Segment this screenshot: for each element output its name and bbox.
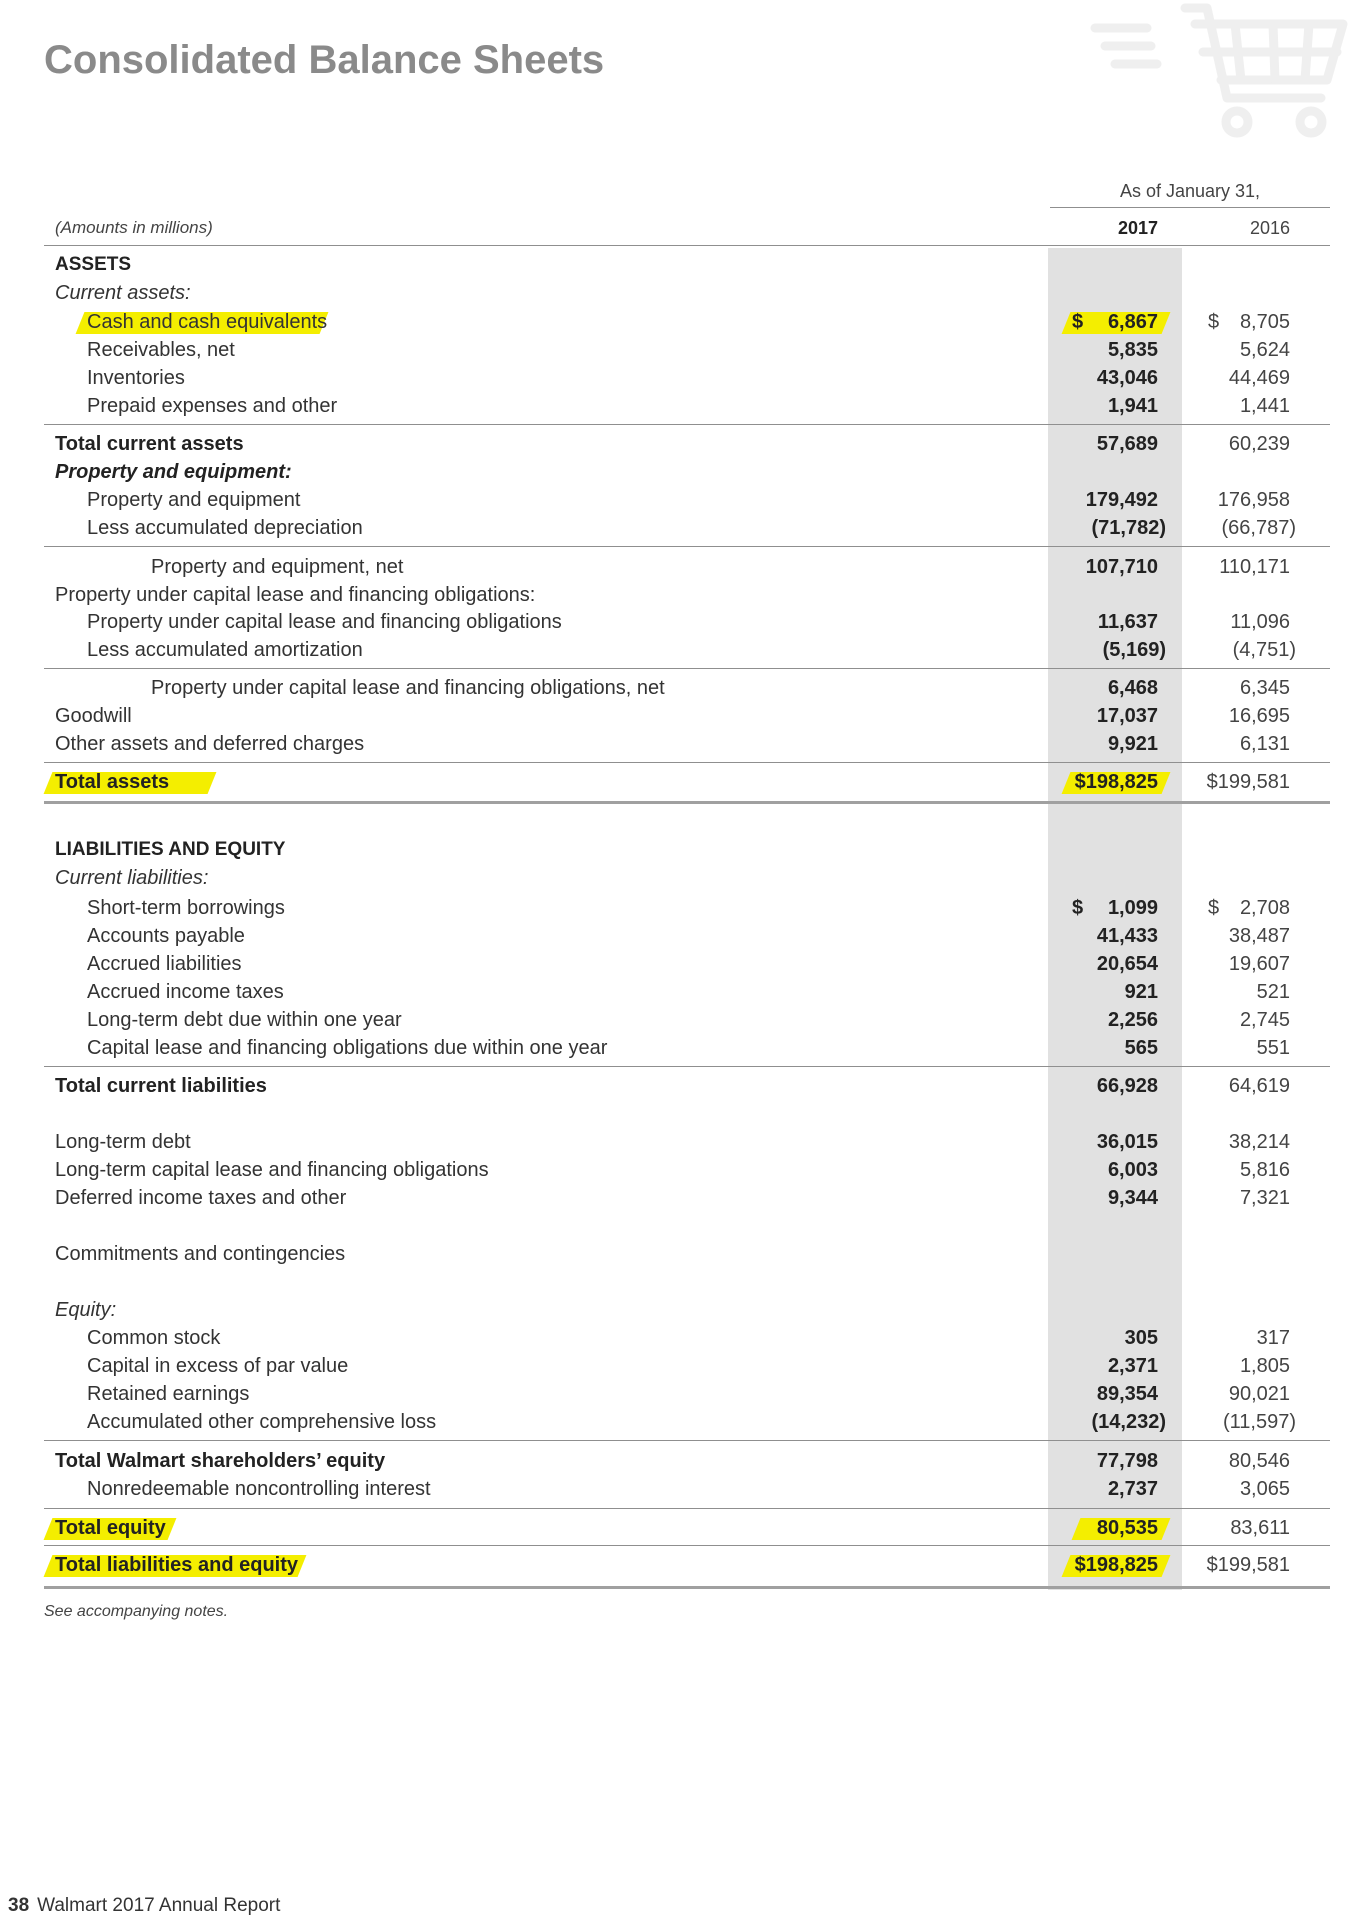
divider [44, 424, 1330, 425]
divider [44, 1586, 1330, 1589]
total-row: Total equity 80,535 83,611 [55, 1517, 1290, 1539]
table-row: Property and equipment, net 107,710 110,171 [151, 556, 1290, 578]
report-name: Walmart 2017 Annual Report [37, 1895, 281, 1916]
table-row: Accounts payable 41,433 38,487 [87, 925, 1290, 947]
table-row: Short-term borrowings $ 1,099 $ 2,708 [87, 897, 1290, 919]
divider [44, 1440, 1330, 1441]
table-row: Commitments and contingencies [55, 1243, 346, 1265]
table-row: Long-term capital lease and financing obligations 6,003 5,816 [55, 1159, 1290, 1181]
total-row: Total current liabilities 66,928 64,619 [55, 1075, 1290, 1097]
total-row: Total current assets 57,689 60,239 [55, 433, 1290, 455]
table-row: Long-term debt due within one year 2,256 2,745 [87, 1009, 1290, 1031]
section-heading-liabilities: LIABILITIES AND EQUITY [55, 839, 286, 860]
table-row: Property under capital lease and financing obligations, net 6,468 6,345 [151, 677, 1290, 699]
page-number: 38 [8, 1895, 30, 1916]
page-footer [8, 1895, 280, 1917]
units-label: (Amounts in millions) [55, 218, 213, 237]
as-of-header: As of January 31, [1119, 181, 1261, 201]
year-2017-header: 2017 [1117, 218, 1158, 238]
table-row: Capital lease and financing obligations due within one year 565 551 [87, 1037, 1290, 1059]
table-row: Accrued liabilities 20,654 19,607 [87, 953, 1290, 975]
table-row: Prepaid expenses and other 1,941 1,441 [87, 395, 1290, 417]
column-header-row [0, 214, 1350, 242]
subheading-current-assets: Current assets: [55, 282, 191, 304]
total-row: Total liabilities and equity $198,825 $199,581 [55, 1554, 1290, 1576]
divider [44, 1066, 1330, 1067]
table-row: Property and equipment 179,492 176,958 [87, 489, 1290, 511]
table-row: Cash and cash equivalents $ 6,867 $ 8,705 [87, 311, 1290, 333]
table-row: Deferred income taxes and other 9,344 7,321 [55, 1187, 1290, 1209]
footnote: See accompanying notes. [44, 1603, 229, 1620]
table-row: Long-term debt 36,015 38,214 [55, 1131, 1290, 1153]
table-row: Accumulated other comprehensive loss (14,232) (11,597) [87, 1411, 1296, 1433]
total-row: Total Walmart shareholders’ equity 77,798 80,546 [55, 1450, 1290, 1472]
table-row: Property under capital lease and financing obligations 11,637 11,096 [87, 611, 1290, 633]
table-row: Less accumulated amortization (5,169) (4,751) [87, 639, 1296, 661]
divider [44, 245, 1330, 246]
table-row: Receivables, net 5,835 5,624 [87, 339, 1290, 361]
table-row: Property under capital lease and financing obligations: [55, 584, 536, 606]
divider [44, 546, 1330, 547]
shopping-cart-icon [1085, 0, 1350, 140]
subheading-equity: Equity: [55, 1299, 117, 1321]
divider [1050, 207, 1330, 208]
divider [44, 1545, 1330, 1546]
total-row: Total assets $198,825 $199,581 [55, 771, 1290, 793]
divider [44, 668, 1330, 669]
table-row: Less accumulated depreciation (71,782) (66,787) [87, 517, 1296, 539]
subheading-current-liabilities: Current liabilities: [55, 867, 209, 889]
page-title: Consolidated Balance Sheets [44, 38, 605, 82]
divider [44, 762, 1330, 763]
table-row: Other assets and deferred charges 9,921 6,131 [55, 733, 1290, 755]
section-heading-assets: ASSETS [55, 254, 132, 275]
table-row: Nonredeemable noncontrolling interest 2,737 3,065 [87, 1478, 1290, 1500]
table-row: Inventories 43,046 44,469 [87, 367, 1290, 389]
table-row: Goodwill 17,037 16,695 [55, 705, 1290, 727]
table-row: Common stock 305 317 [87, 1327, 1290, 1349]
subheading-property: Property and equipment: [55, 461, 292, 483]
table-row: Retained earnings 89,354 90,021 [87, 1383, 1290, 1405]
table-row: Accrued income taxes 921 521 [87, 981, 1290, 1003]
divider [44, 1508, 1330, 1509]
year-2016-header: 2016 [1249, 218, 1290, 238]
table-row: Capital in excess of par value 2,371 1,805 [87, 1355, 1290, 1377]
divider [44, 801, 1330, 804]
